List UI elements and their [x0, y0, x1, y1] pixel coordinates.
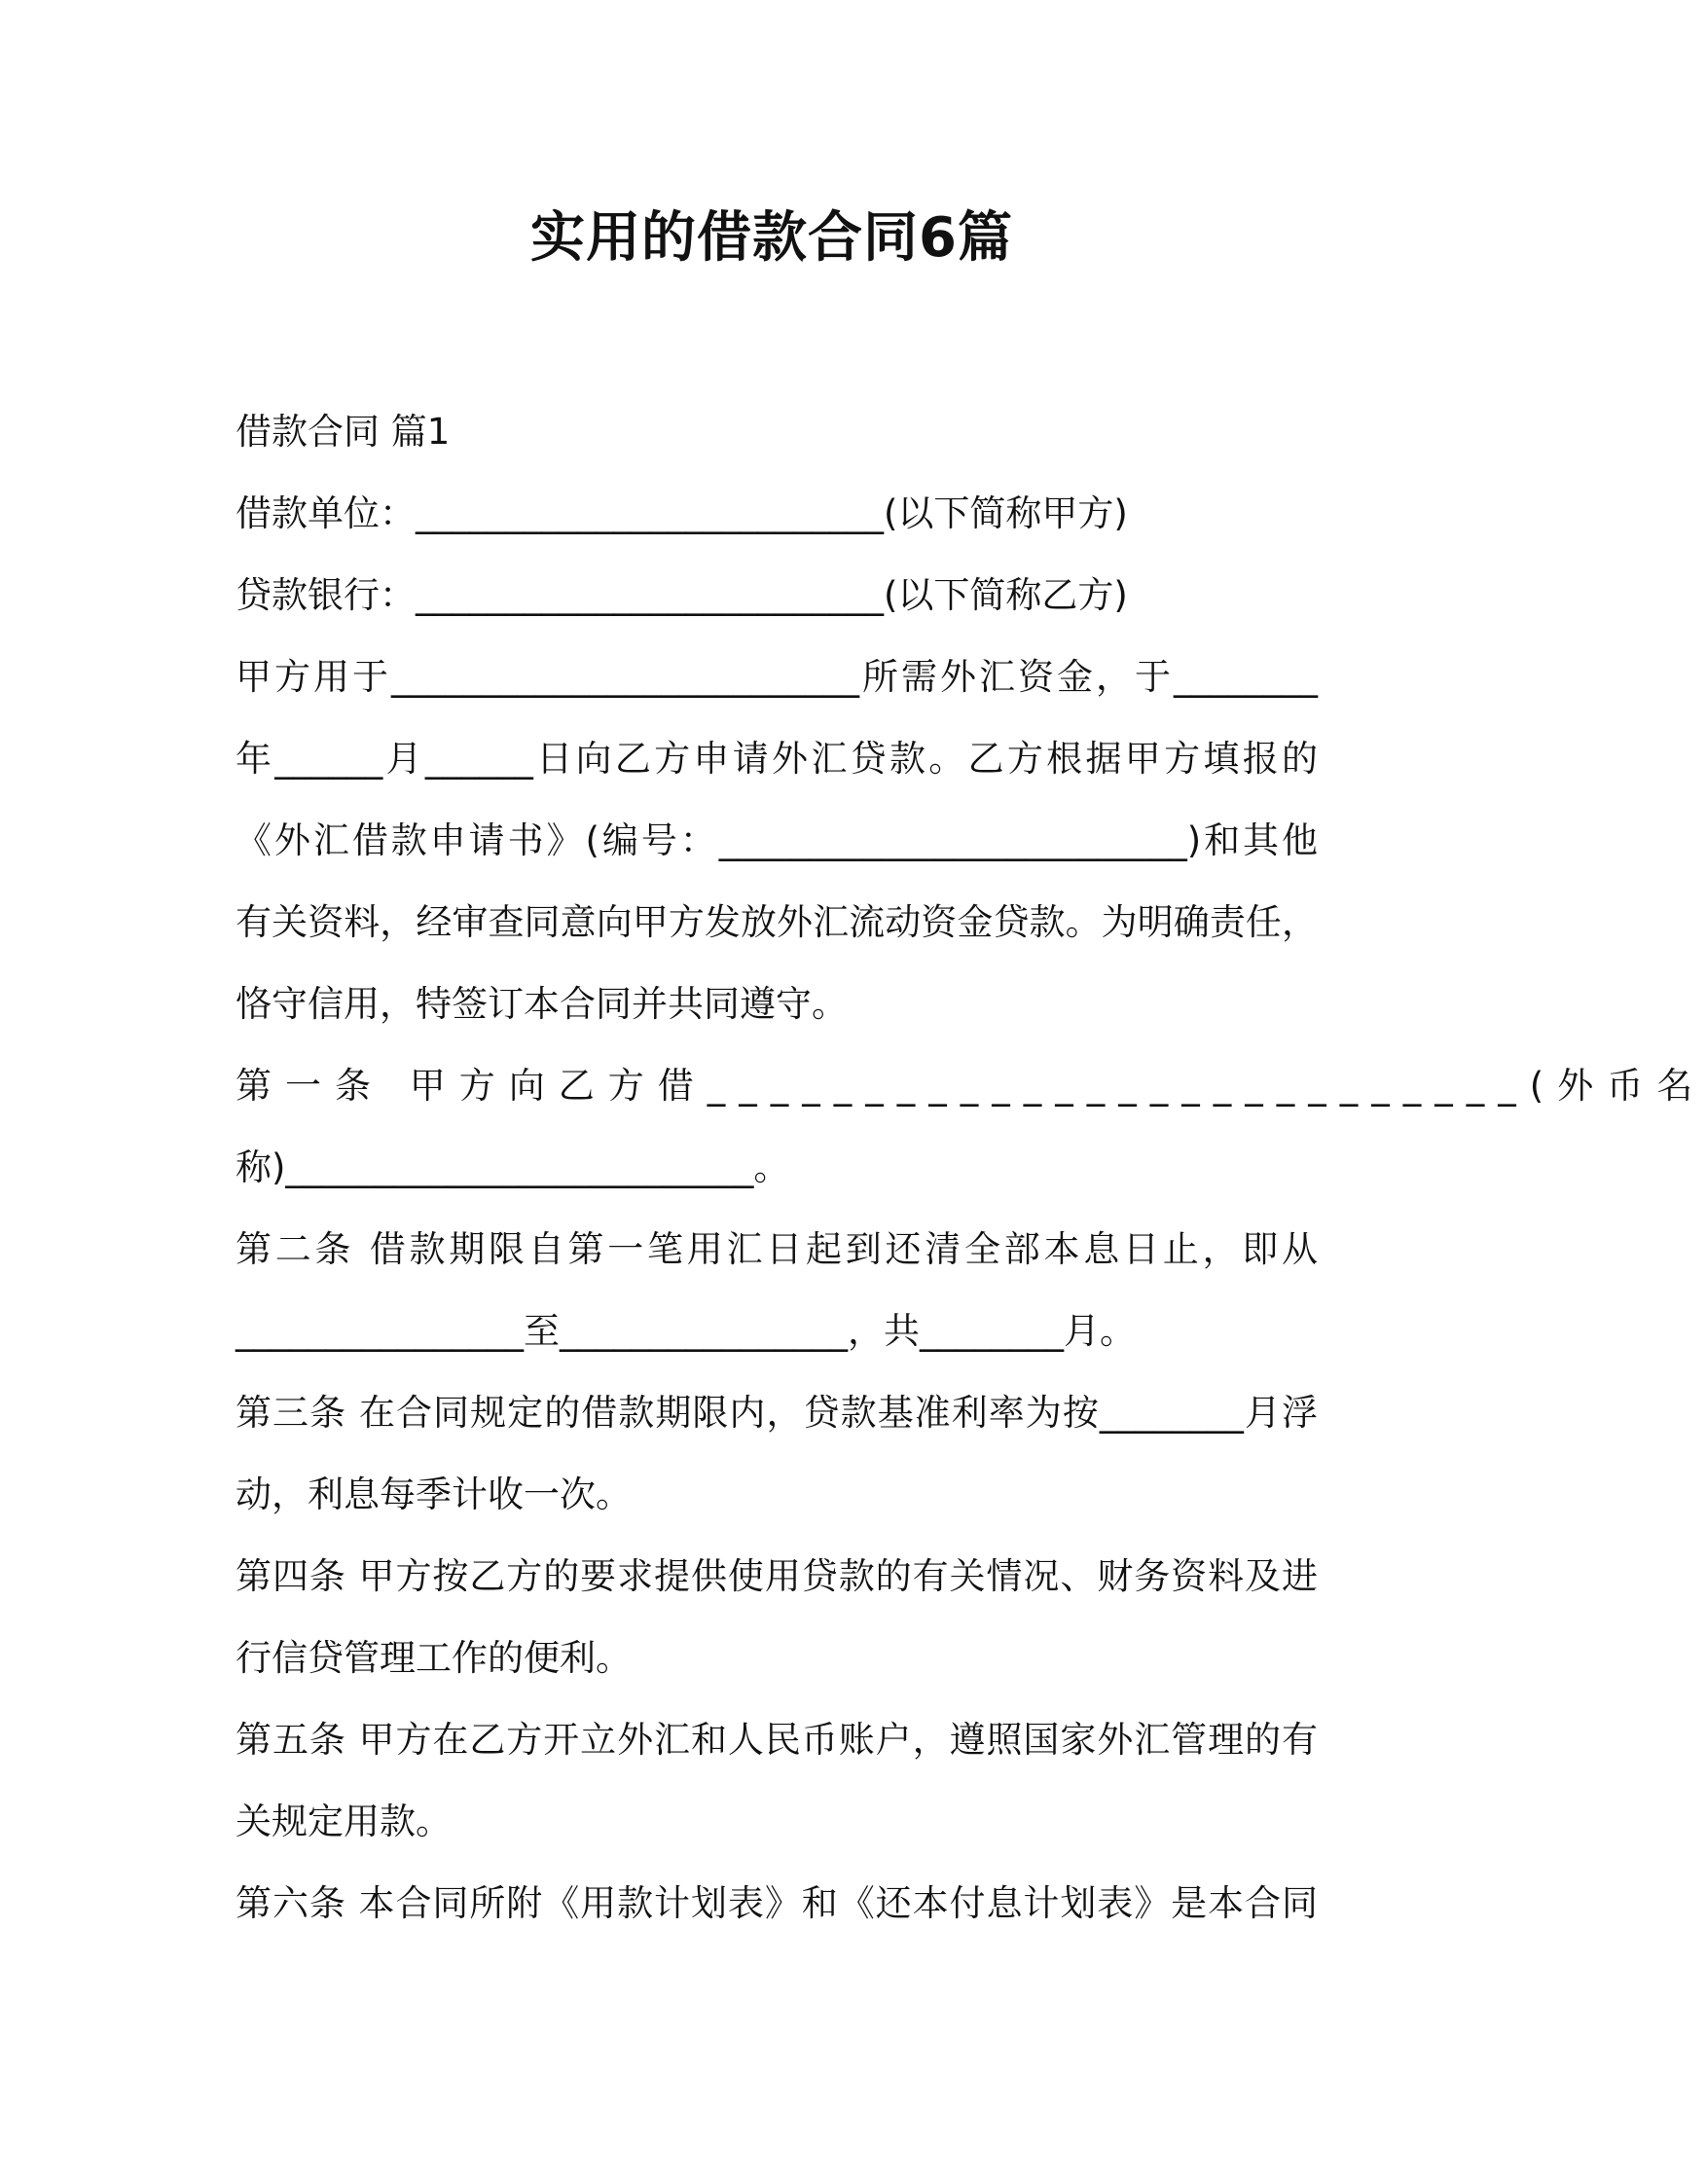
- paragraph-line: 恪守信用，特签订本合同并共同遵守。: [236, 983, 848, 1025]
- article-4-line: 第四条 甲方按乙方的要求提供使用贷款的有关情况、财务资料及进: [236, 1555, 1318, 1597]
- article-4-line: 行信贷管理工作的便利。: [236, 1637, 632, 1679]
- document-body: [236, 391, 1706, 1945]
- article-5-line: 关规定用款。: [236, 1801, 452, 1842]
- article-3-line: 第三条 在合同规定的借款期限内，贷款基准利率为按________月浮: [236, 1392, 1318, 1434]
- article-1-line: 第一条 甲方向乙方借__________________________(外币名: [236, 1065, 1706, 1107]
- article-5-line: 第五条 甲方在乙方开立外汇和人民币账户，遵照国家外汇管理的有: [236, 1719, 1318, 1761]
- paragraph-line: 甲方用于__________________________所需外汇资金，于________: [236, 656, 1318, 698]
- section-heading: 借款合同 篇1: [236, 411, 451, 453]
- article-6-line: 第六条 本合同所附《用款计划表》和《还本付息计划表》是本合同: [236, 1882, 1318, 1924]
- paragraph-line: 有关资料，经审查同意向甲方发放外汇流动资金贷款。为明确责任，: [236, 901, 1318, 943]
- article-2-line: ________________至________________，共________月。: [236, 1310, 1136, 1352]
- article-2-line: 第二条 借款期限自第一笔用汇日起到还清全部本息日止，即从: [236, 1228, 1318, 1270]
- article-3-line: 动，利息每季计收一次。: [236, 1474, 632, 1515]
- borrower-line: 借款单位：__________________________(以下简称甲方): [236, 492, 1128, 534]
- paragraph-line: 《外汇借款申请书》(编号：__________________________)和其他: [236, 819, 1318, 861]
- document-title: 实用的借款合同6篇: [530, 206, 1013, 270]
- paragraph-line: 年______月______日向乙方申请外汇贷款。乙方根据甲方填报的: [236, 738, 1318, 780]
- lender-line: 贷款银行：__________________________(以下简称乙方): [236, 574, 1128, 616]
- article-1-line: 称)__________________________。: [236, 1147, 790, 1188]
